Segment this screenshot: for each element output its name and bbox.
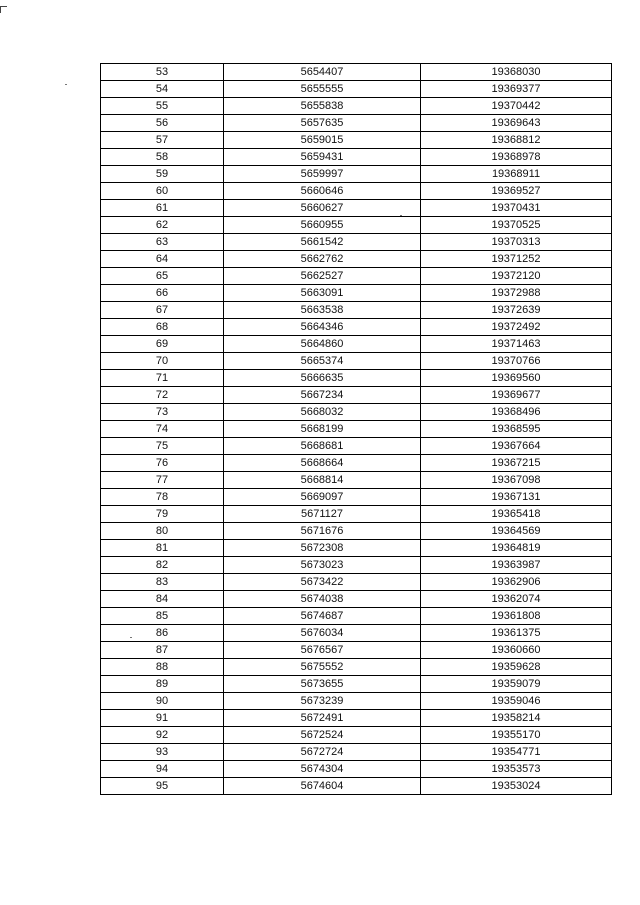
x-coordinate-cell: 5662762: [224, 251, 421, 268]
y-coordinate-cell: 19353573: [421, 761, 612, 778]
x-coordinate-cell: 5661542: [224, 234, 421, 251]
y-coordinate-cell: 19360660: [421, 642, 612, 659]
point-number-cell: 59: [101, 166, 224, 183]
x-coordinate-cell: 5672491: [224, 710, 421, 727]
point-number-cell: 92: [101, 727, 224, 744]
y-coordinate-cell: 19370525: [421, 217, 612, 234]
x-coordinate-cell: 5673422: [224, 574, 421, 591]
y-coordinate-cell: 19369677: [421, 387, 612, 404]
y-coordinate-cell: 19368812: [421, 132, 612, 149]
point-number-cell: 93: [101, 744, 224, 761]
point-number-cell: 88: [101, 659, 224, 676]
table-row: [101, 404, 612, 421]
table-row: [101, 574, 612, 591]
y-coordinate-cell: 19370442: [421, 98, 612, 115]
coordinates-table: [100, 63, 612, 795]
y-coordinate-cell: 19368496: [421, 404, 612, 421]
y-coordinate-cell: 19372492: [421, 319, 612, 336]
y-coordinate-cell: 19371252: [421, 251, 612, 268]
y-coordinate-cell: 19359628: [421, 659, 612, 676]
table-row: [101, 455, 612, 472]
x-coordinate-cell: 5672724: [224, 744, 421, 761]
table-row: [101, 506, 612, 523]
y-coordinate-cell: 19371463: [421, 336, 612, 353]
table-row: [101, 387, 612, 404]
table-row: [101, 115, 612, 132]
x-coordinate-cell: 5660955: [224, 217, 421, 234]
x-coordinate-cell: 5673239: [224, 693, 421, 710]
y-coordinate-cell: 19365418: [421, 506, 612, 523]
x-coordinate-cell: 5668199: [224, 421, 421, 438]
x-coordinate-cell: 5672308: [224, 540, 421, 557]
x-coordinate-cell: 5659997: [224, 166, 421, 183]
table-row: [101, 710, 612, 727]
point-number-cell: 90: [101, 693, 224, 710]
table-row: [101, 234, 612, 251]
table-row: [101, 336, 612, 353]
x-coordinate-cell: 5665374: [224, 353, 421, 370]
y-coordinate-cell: 19367215: [421, 455, 612, 472]
table-row: [101, 251, 612, 268]
point-number-cell: 94: [101, 761, 224, 778]
table-row: [101, 472, 612, 489]
x-coordinate-cell: 5669097: [224, 489, 421, 506]
table-row: [101, 268, 612, 285]
point-number-cell: 91: [101, 710, 224, 727]
table-row: [101, 302, 612, 319]
x-coordinate-cell: 5674038: [224, 591, 421, 608]
x-coordinate-cell: 5655555: [224, 81, 421, 98]
x-coordinate-cell: 5668814: [224, 472, 421, 489]
y-coordinate-cell: 19369377: [421, 81, 612, 98]
y-coordinate-cell: 19355170: [421, 727, 612, 744]
table-row: [101, 761, 612, 778]
point-number-cell: 77: [101, 472, 224, 489]
y-coordinate-cell: 19368595: [421, 421, 612, 438]
point-number-cell: 83: [101, 574, 224, 591]
point-number-cell: 56: [101, 115, 224, 132]
point-number-cell: 71: [101, 370, 224, 387]
y-coordinate-cell: 19370766: [421, 353, 612, 370]
y-coordinate-cell: 19361375: [421, 625, 612, 642]
y-coordinate-cell: 19369527: [421, 183, 612, 200]
table-row: [101, 693, 612, 710]
x-coordinate-cell: 5673655: [224, 676, 421, 693]
x-coordinate-cell: 5671676: [224, 523, 421, 540]
x-coordinate-cell: 5674304: [224, 761, 421, 778]
point-number-cell: 70: [101, 353, 224, 370]
x-coordinate-cell: 5663091: [224, 285, 421, 302]
corner-crop-mark: [0, 6, 7, 13]
y-coordinate-cell: 19368978: [421, 149, 612, 166]
y-coordinate-cell: 19369560: [421, 370, 612, 387]
table-row: [101, 676, 612, 693]
table-row: [101, 540, 612, 557]
y-coordinate-cell: 19364569: [421, 523, 612, 540]
table-row: [101, 319, 612, 336]
point-number-cell: 54: [101, 81, 224, 98]
table-row: [101, 200, 612, 217]
y-coordinate-cell: 19367098: [421, 472, 612, 489]
point-number-cell: 72: [101, 387, 224, 404]
point-number-cell: 55: [101, 98, 224, 115]
table-row: [101, 642, 612, 659]
x-coordinate-cell: 5675552: [224, 659, 421, 676]
table-row: [101, 64, 612, 81]
table-row: [101, 591, 612, 608]
y-coordinate-cell: 19362906: [421, 574, 612, 591]
y-coordinate-cell: 19372988: [421, 285, 612, 302]
table-row: [101, 81, 612, 98]
table-row: [101, 285, 612, 302]
y-coordinate-cell: 19353024: [421, 778, 612, 795]
y-coordinate-cell: 19359046: [421, 693, 612, 710]
x-coordinate-cell: 5668032: [224, 404, 421, 421]
table-row: [101, 217, 612, 234]
point-number-cell: 87: [101, 642, 224, 659]
y-coordinate-cell: 19364819: [421, 540, 612, 557]
x-coordinate-cell: 5660627: [224, 200, 421, 217]
point-number-cell: 82: [101, 557, 224, 574]
point-number-cell: 95: [101, 778, 224, 795]
point-number-cell: 76: [101, 455, 224, 472]
x-coordinate-cell: 5671127: [224, 506, 421, 523]
x-coordinate-cell: 5676567: [224, 642, 421, 659]
table-row: [101, 438, 612, 455]
point-number-cell: 78: [101, 489, 224, 506]
y-coordinate-cell: 19358214: [421, 710, 612, 727]
x-coordinate-cell: 5660646: [224, 183, 421, 200]
x-coordinate-cell: 5668664: [224, 455, 421, 472]
table-row: [101, 421, 612, 438]
x-coordinate-cell: 5672524: [224, 727, 421, 744]
y-coordinate-cell: 19362074: [421, 591, 612, 608]
table-row: [101, 557, 612, 574]
table-row: [101, 608, 612, 625]
x-coordinate-cell: 5674604: [224, 778, 421, 795]
x-coordinate-cell: 5664346: [224, 319, 421, 336]
table-row: [101, 166, 612, 183]
table-row: [101, 132, 612, 149]
point-number-cell: 67: [101, 302, 224, 319]
y-coordinate-cell: 19367664: [421, 438, 612, 455]
point-number-cell: 69: [101, 336, 224, 353]
table-row: [101, 523, 612, 540]
point-number-cell: 61: [101, 200, 224, 217]
x-coordinate-cell: 5662527: [224, 268, 421, 285]
x-coordinate-cell: 5676034: [224, 625, 421, 642]
point-number-cell: 81: [101, 540, 224, 557]
y-coordinate-cell: 19372639: [421, 302, 612, 319]
point-number-cell: 75: [101, 438, 224, 455]
table-row: [101, 353, 612, 370]
table-row: [101, 489, 612, 506]
point-number-cell: 57: [101, 132, 224, 149]
table-row: [101, 183, 612, 200]
x-coordinate-cell: 5663538: [224, 302, 421, 319]
point-number-cell: 80: [101, 523, 224, 540]
point-number-cell: 66: [101, 285, 224, 302]
point-number-cell: 64: [101, 251, 224, 268]
y-coordinate-cell: 19369643: [421, 115, 612, 132]
y-coordinate-cell: 19368911: [421, 166, 612, 183]
x-coordinate-cell: 5668681: [224, 438, 421, 455]
point-number-cell: 84: [101, 591, 224, 608]
point-number-cell: 74: [101, 421, 224, 438]
table-row: [101, 98, 612, 115]
point-number-cell: 68: [101, 319, 224, 336]
point-number-cell: 86: [101, 625, 224, 642]
point-number-cell: 79: [101, 506, 224, 523]
point-number-cell: 58: [101, 149, 224, 166]
point-number-cell: 62: [101, 217, 224, 234]
y-coordinate-cell: 19367131: [421, 489, 612, 506]
y-coordinate-cell: 19363987: [421, 557, 612, 574]
table-row: [101, 370, 612, 387]
table-row: [101, 625, 612, 642]
x-coordinate-cell: 5654407: [224, 64, 421, 81]
y-coordinate-cell: 19359079: [421, 676, 612, 693]
x-coordinate-cell: 5673023: [224, 557, 421, 574]
table-row: [101, 744, 612, 761]
x-coordinate-cell: 5666635: [224, 370, 421, 387]
table-row: [101, 149, 612, 166]
y-coordinate-cell: 19370313: [421, 234, 612, 251]
x-coordinate-cell: 5664860: [224, 336, 421, 353]
table-row: [101, 659, 612, 676]
x-coordinate-cell: 5659431: [224, 149, 421, 166]
point-number-cell: 63: [101, 234, 224, 251]
coordinates-table-body: [101, 64, 612, 795]
y-coordinate-cell: 19370431: [421, 200, 612, 217]
table-row: [101, 778, 612, 795]
y-coordinate-cell: 19368030: [421, 64, 612, 81]
point-number-cell: 60: [101, 183, 224, 200]
y-coordinate-cell: 19372120: [421, 268, 612, 285]
x-coordinate-cell: 5674687: [224, 608, 421, 625]
x-coordinate-cell: 5657635: [224, 115, 421, 132]
point-number-cell: 89: [101, 676, 224, 693]
point-number-cell: 53: [101, 64, 224, 81]
y-coordinate-cell: 19354771: [421, 744, 612, 761]
point-number-cell: 65: [101, 268, 224, 285]
table-row: [101, 727, 612, 744]
x-coordinate-cell: 5667234: [224, 387, 421, 404]
x-coordinate-cell: 5659015: [224, 132, 421, 149]
scan-speck: [65, 84, 67, 85]
point-number-cell: 73: [101, 404, 224, 421]
point-number-cell: 85: [101, 608, 224, 625]
y-coordinate-cell: 19361808: [421, 608, 612, 625]
x-coordinate-cell: 5655838: [224, 98, 421, 115]
